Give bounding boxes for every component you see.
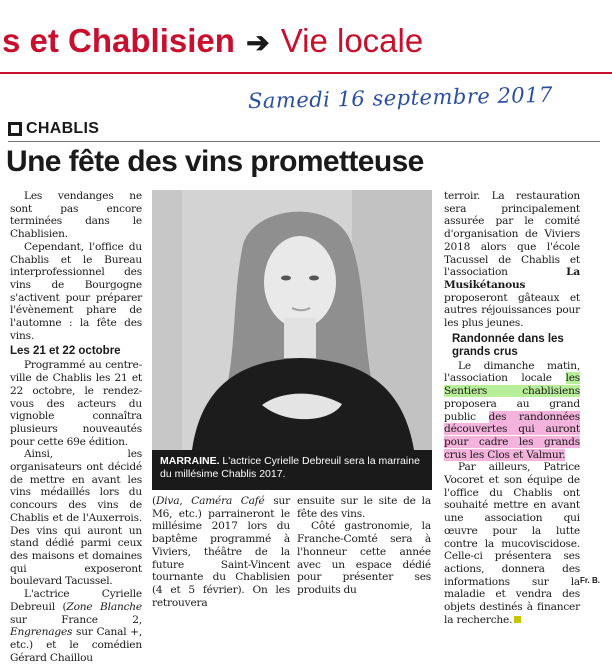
text-run: Par ailleurs, Patrice Vocoret et son équipe de l'office du Chablis ont souhaité mettre en avant une association qui œuvre pour la lutte contre la mucoviscidose. Celle-ci présentera ses actions, donnera des informations sur la maladie et vendra des objets destinés à financer la recherche. [444,461,580,626]
show-title: Zone Blanche [66,600,142,613]
association-name: La Musikétanous [444,266,580,291]
portrait-photo [152,190,432,450]
paragraph: Ainsi, les organisateurs ont décidé de mettre en avant les vins médaillés lors du concours des vins de Chablis et de l'Auxerrois. Des vins qui auront un stand dédié parmi ceux des maisons et domaines qui exposeront boulevard Tacussel. [10,448,142,588]
photo-caption [152,450,432,490]
paragraph: Programmé au centre-ville de Chablis les 21 et 22 octobre, le rendez-vous des acteurs du vignoble connaîtra plusieurs nouveautés pour cette 69e édition. [10,359,142,448]
paragraph: ensuite sur le site de la fête des vins. [297,495,431,520]
section-header [2,16,602,66]
author-signature: Fr. B. [579,576,600,585]
caption-text: L'actrice Cyrielle Debreuil sera la marraine du millésime Chablis 2017. [160,455,420,480]
text-run: proposera au grand public [444,397,580,423]
text-run: sur M6, etc.) parraineront le millésime 2017 lors du baptême programmé à Viviers, théâtre de la future Saint-Vincent tournante du Chablisien (4 et 5 février). On les retrouvera [152,495,290,609]
handwritten-date: Samedi 16 septembre 2017 [247,82,554,114]
paragraph [444,190,580,330]
text-run: ( [152,495,156,507]
paragraph [10,588,142,664]
paragraph [444,360,580,462]
highlighted-text: les Sentiers chablisiens [444,372,580,398]
section-name: s et Chablisien [2,22,235,59]
text-run: sur Canal +, etc.) et le comédien Gérard Chaillou [10,626,142,664]
rubric-label: CHABLIS [26,120,100,137]
subheading: Randonnée dans les grands crus [452,332,564,358]
caption-label: MARRAINE. [160,455,220,467]
article-column-1 [10,190,142,664]
paragraph [152,495,290,609]
arrow-right-icon: ➔ [246,27,270,58]
show-title: Diva [155,495,180,507]
square-bullet-icon [8,122,22,136]
subheading: Les 21 et 22 octobre [10,345,121,358]
end-mark-icon [514,616,521,623]
text-run: L'actrice Cyrielle Debreuil ( [10,588,142,613]
text-run: terroir. La restauration sera principalement assurée par le comité d'organisation de Viviers 2018 alors que l'école Tacussel de Chablis et l'association [444,190,580,279]
article-column-3 [444,190,580,627]
text-run: sur France 2, [10,613,142,626]
paragraph: Côté gastronomie, la Franche-Comté sera à l'honneur cette année avec un espace dédié pour présenter ses produits du [297,520,431,596]
text-run: , [179,495,192,507]
show-title: Engrenages [10,626,73,639]
headline: Une fête des vins prometteuse [6,145,424,178]
article-column-2a [152,495,290,609]
article-column-2b [297,495,431,597]
show-title: Caméra Café [191,495,265,507]
paragraph [444,461,580,626]
rubric [8,118,99,140]
portrait-illustration [152,190,432,450]
subsection-name: Vie locale [280,22,424,59]
paragraph: Les vendanges ne sont pas encore terminées dans le Chablisien. [10,190,142,241]
text-run: proposeront gâteaux et autres réjouissances pour les plus jeunes. [444,291,580,330]
header-rule [0,72,612,74]
paragraph: Cependant, l'office du Chablis et le Bureau interprofessionnel des vins de Bourgogne s'activent pour préparer l'évènement phare de l'automne : la fête des vins. [10,240,142,342]
highlighted-text: des randonnées découvertes qui auront pour cadre les grands crus les Clos et Valmur. [444,410,580,461]
text-run: Le dimanche matin, l'association locale [444,359,580,385]
